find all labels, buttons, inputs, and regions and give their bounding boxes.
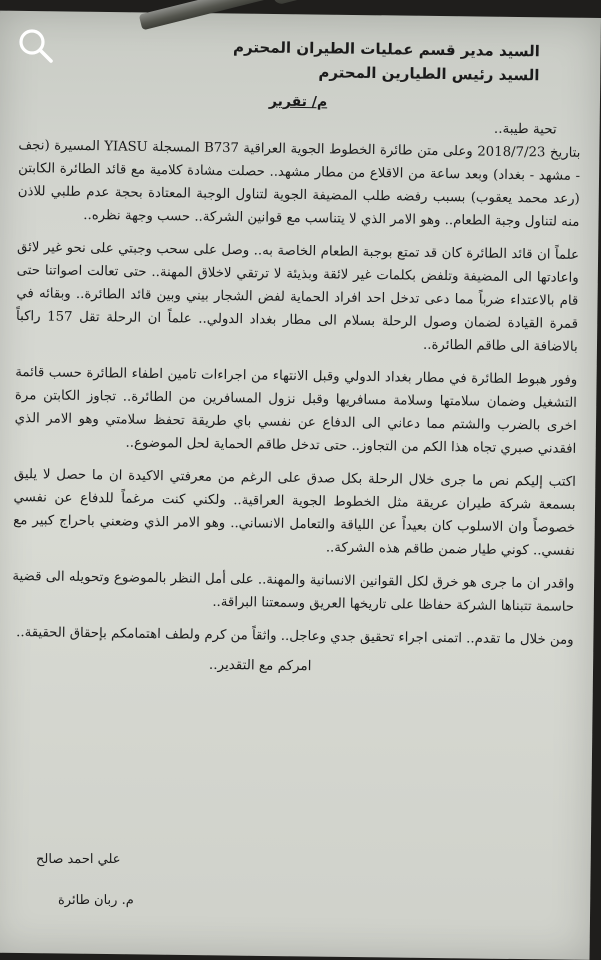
paragraph-5: واقدر ان ما جرى هو خرق لكل القوانين الانسانية والمهنة.. على أمل النظر بالموضوع وتحويله الى قضية حاسمة تتبناها الشركة حفاظا على تاريخها العريق وسمعتنا البراقة.. — [12, 569, 575, 615]
addressee-line-1: السيد مدير قسم عمليات الطيران المحترم — [232, 38, 540, 61]
paragraph-4: اكتب إليكم نص ما جرى خلال الرحلة بكل صدق على الرغم من معرفتي الاكيدة ان ما حصل لا يليق بسمعة شركة طيران عريقة مثل الخطوط الجوية العراقية.. ولكني كنت مرغماً للدفاع عن نفسي خصوصاً وان الاسلوب كان بعيداً عن اللياقة والتعامل الانساني.. وهو الامر الذي وضعني باحراج كبير مع نفسي.. كوني طيار ضمن طاقم هذه الشركة.. — [13, 467, 576, 559]
paragraph-3: وفور هبوط الطائرة في مطار بغداد الدولي وقبل الانتهاء من اجراءات تامين اطفاء الطائرة حسب قائمة التشغيل وضمان سلامتها وسلامة مسافريها وقبل نزول المسافرين من الطائرة.. تجاوز الكابتن مرة اخرى بالضرب والشتم مما دعاني الى الدفاع عن نفسي باي طريقة تحفظ سلامتي وهو الامر الذي افقدني صبري تجاه هذا الكم من التجاوز.. حتى تدخل طاقم الحماية لحل الموضوع.. — [14, 365, 578, 457]
letter-greeting: تحية طيبة.. — [493, 120, 557, 138]
letter-closing: امركم مع التقدير.. — [208, 656, 312, 675]
key-head — [267, 0, 312, 5]
letter-body — [1, 32, 588, 678]
paragraph-6: ومن خلال ما تقدم.. اتمنى اجراء تحقيق جدي وعاجل.. واثقاً من كرم ولطف اهتمامكم بإحقاق الحقيقة.. — [16, 625, 574, 648]
addressee-line-2: السيد رئيس الطيارين المحترم — [318, 63, 540, 85]
letter-subject: م/ تقرير — [268, 93, 328, 111]
signature-title: م. ربان طائرة — [58, 893, 134, 908]
paragraph-1: بتاريخ 2018/7/23 وعلى متن طائرة الخطوط الجوية العراقية B737 المسجلة YIASU المسيرة (نجف - مشهد - بغداد) وبعد ساعة من الاقلاع من مطار مشهد.. حصلت مشادة كلامية مع قائد الطائرة الكابتن (رعد محمد يعقوب) بسبب رفضه طلب المضيفة الجوية لتناول الوجبة المعتادة بحجة عدم طلبي للاذن منه لتناول وجبة الطعام.. وهو الامر الذي لا يتناسب مع قوانين الشركة.. حسب وجهة نظره.. — [17, 138, 581, 230]
paragraph-2: علماً ان قائد الطائرة كان قد تمتع بوجبة الطعام الخاصة به.. وصل على سحب وجبتي على نحو غير لائق واعادتها الى المضيفة وتلفض بكلمات غير لائقة وبذيئة لا ترتقي لاخلاق المهنة.. حتى تعالت اصواتنا حتى قام بالاعتداء ضرباً مما دعى تدخل احد افراد الحماية لفض الشجار بيني وبين قائد الطائرة.. وبقائه في قمرة القيادة لضمان وصول الرحلة بسلام الى مطار بغداد الدولي.. علماً ان الرحلة تقل 157 راكباً بالاضافة الى طاقم الطائرة.. — [15, 240, 580, 355]
signature-name: علي احمد صالح — [36, 852, 121, 867]
